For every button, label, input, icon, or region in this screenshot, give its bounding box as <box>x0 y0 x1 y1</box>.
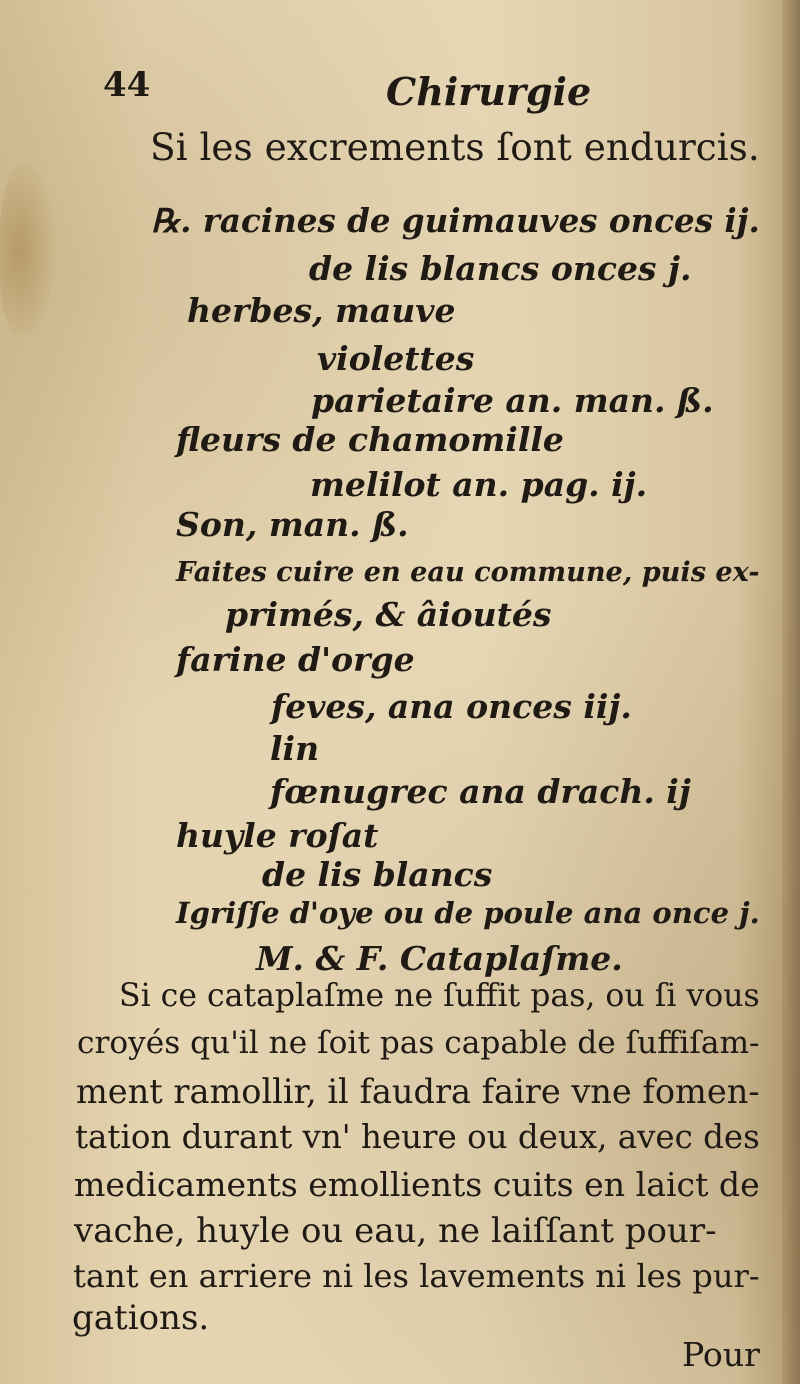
recipe-line: huyle roſat <box>176 816 379 855</box>
paragraph-line: gations. <box>72 1298 210 1338</box>
paper-stain <box>0 165 55 335</box>
recipe-line: parietaire an. man. ß. <box>311 381 714 420</box>
recipe-line: Son, man. ß. <box>176 505 409 544</box>
paragraph-line: ment ramollir, il faudra faire vne fomen- <box>76 1072 760 1111</box>
recipe-line: fleurs de chamomille <box>176 420 564 459</box>
catchword: Pour <box>682 1335 760 1374</box>
recipe-line: feves, ana onces iij. <box>271 687 632 726</box>
recipe-line: melilot an. pag. ij. <box>310 465 648 504</box>
page-number: 44 <box>103 65 151 105</box>
recipe-line: M. & F. Cataplaſme. <box>256 939 623 978</box>
recipe-line: fœnugrec ana drach. ij <box>270 772 691 811</box>
recipe-line: de lis blancs <box>262 855 493 894</box>
recipe-line: violettes <box>317 339 475 378</box>
recipe-line: farine d'orge <box>176 640 415 679</box>
paragraph-line: tation durant vn' heure ou deux, avec des <box>75 1118 760 1156</box>
recipe-line: Faites cuire en eau commune, puis ex- <box>176 557 760 588</box>
section-heading: Si les excrements ſont endurcis. <box>150 125 760 169</box>
paragraph-line: vache, huyle ou eau, ne laiſſant pour- <box>74 1211 717 1251</box>
recipe-line: de lis blancs onces j. <box>309 249 692 288</box>
page-edge-shadow <box>782 0 800 1384</box>
paragraph-line: Si ce cataplaſme ne ſuffit pas, ou ſi vous <box>119 978 760 1014</box>
running-title: Chirurgie <box>386 69 592 114</box>
recipe-line: ℞. racines de guimauves onces ij. <box>151 201 760 240</box>
recipe-line: herbes, mauve <box>187 291 456 330</box>
recipe-line: Igriſſe d'oye ou de poule ana once j. <box>176 896 760 930</box>
recipe-line: primés, & âioutés <box>225 595 552 634</box>
paragraph-line: tant en arriere ni les lavements ni les pur- <box>73 1257 760 1295</box>
paragraph-line: croyés qu'il ne ſoit pas capable de ſuffiſam- <box>77 1025 760 1061</box>
paragraph-line: medicaments emollients cuits en laict de <box>74 1165 760 1204</box>
recipe-line: lin <box>270 729 320 768</box>
